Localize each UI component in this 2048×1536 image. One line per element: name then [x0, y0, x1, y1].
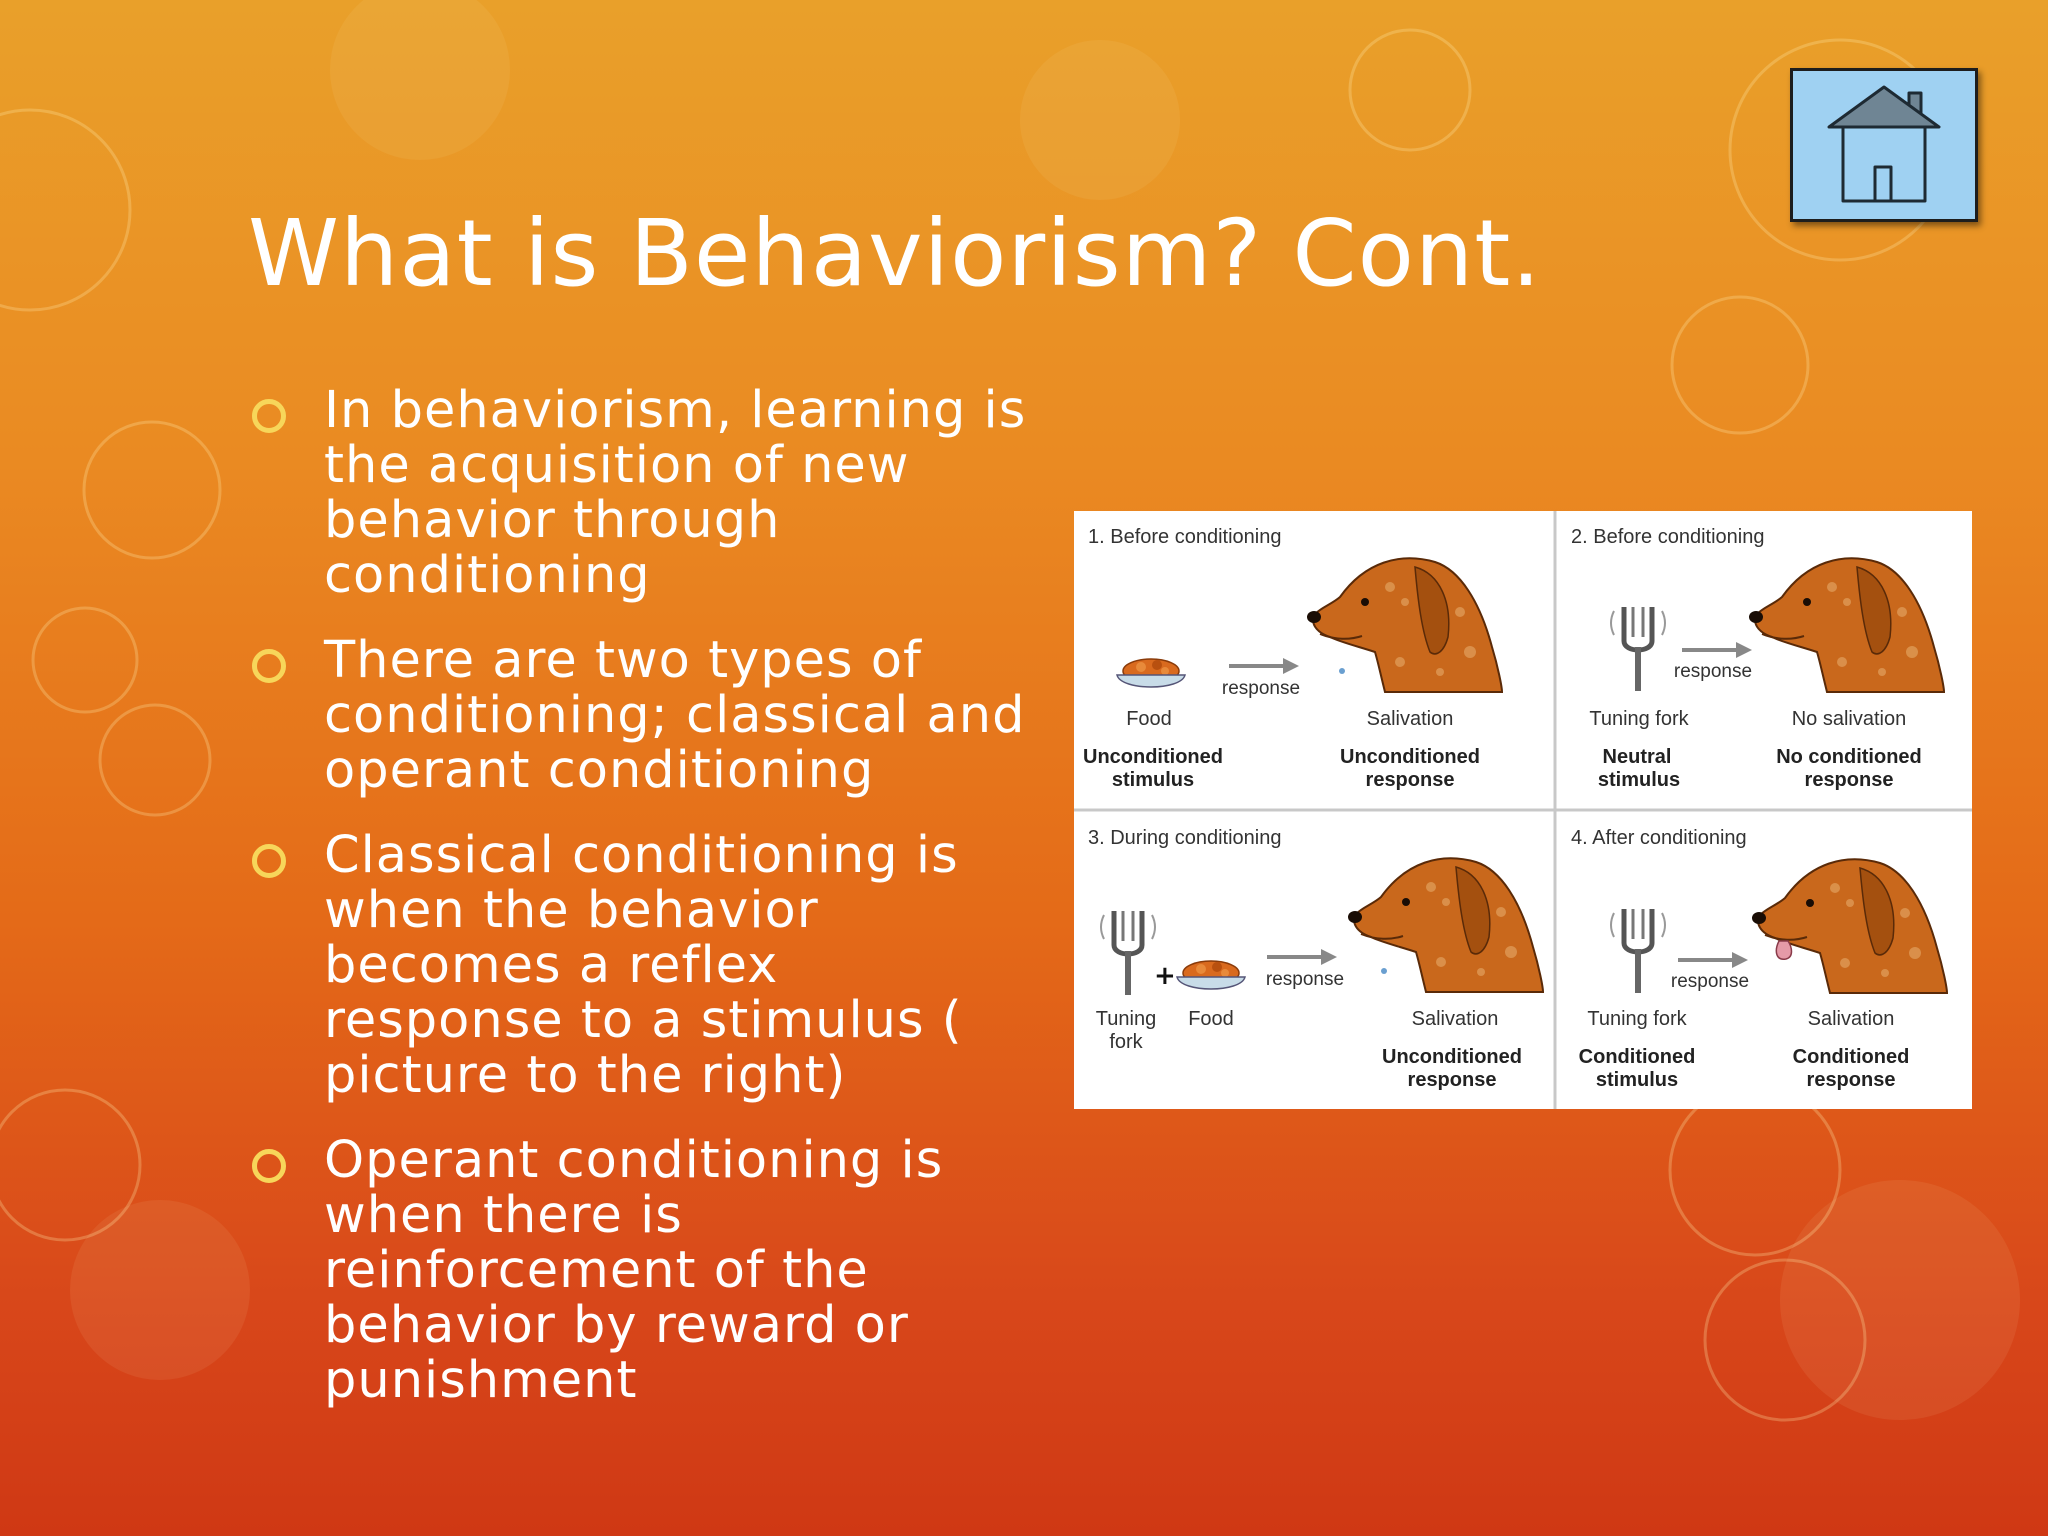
- object-label: No salivation: [1791, 708, 1907, 730]
- term-label: No conditioned: [1776, 746, 1922, 768]
- bullet-text: There are two types of conditioning; classical and operant conditioning: [324, 631, 1026, 800]
- object-label: Tuning fork: [1587, 1008, 1687, 1030]
- food-bowl-icon: [1177, 961, 1245, 989]
- dog-icon: [1749, 558, 1944, 692]
- term-label: stimulus: [1597, 769, 1681, 791]
- bullet-item: [248, 633, 1028, 798]
- food-bowl-icon: [1117, 659, 1185, 687]
- bullet-item: [248, 1133, 1028, 1408]
- arrow-label: response: [1265, 969, 1345, 990]
- term-label: Conditioned: [1578, 1046, 1696, 1068]
- term-label: response: [1407, 1069, 1497, 1091]
- bullet-list: [248, 383, 1028, 1438]
- ring-bullet-icon: [252, 399, 286, 433]
- ring-bullet-icon: [252, 1149, 286, 1183]
- bullet-text: Classical conditioning is when the behavior becomes a reflex response to a stimulus ( picture to the right): [324, 826, 963, 1105]
- bullet-item: [248, 828, 1028, 1103]
- diagram-panel-3: [1088, 827, 1543, 1091]
- dog-icon: [1307, 558, 1502, 692]
- diagram-panel-4: [1571, 827, 1947, 1091]
- panel-title: 4. After conditioning: [1571, 827, 1747, 849]
- term-label: Unconditioned: [1083, 746, 1223, 768]
- object-label: Tuning fork: [1589, 708, 1689, 730]
- arrow-icon: [1678, 952, 1748, 968]
- term-label: response: [1806, 1069, 1896, 1091]
- object-label: Food: [1126, 708, 1172, 730]
- term-label: Unconditioned: [1340, 746, 1480, 768]
- term-label: Neutral: [1602, 746, 1672, 768]
- object-label: Salivation: [1807, 1008, 1895, 1030]
- object-label: Salivation: [1411, 1008, 1499, 1030]
- term-label: stimulus: [1111, 769, 1195, 791]
- panel-title: 3. During conditioning: [1088, 827, 1282, 849]
- bullet-text: In behaviorism, learning is the acquisition of new behavior through conditioning: [324, 381, 1027, 605]
- bullet-item: [248, 383, 1028, 603]
- object-label: fork: [1109, 1031, 1143, 1053]
- home-button[interactable]: [1790, 68, 1978, 222]
- dog-icon: [1752, 859, 1947, 993]
- home-icon: [1793, 71, 1975, 219]
- diagram-panel-1: [1083, 526, 1502, 791]
- diagram-panel-2: [1571, 526, 1944, 791]
- bullet-text: Operant conditioning is when there is reinforcement of the behavior by reward or punishment: [324, 1131, 944, 1410]
- tuning-fork-icon: [1101, 911, 1155, 995]
- term-label: Conditioned: [1792, 1046, 1910, 1068]
- term-label: stimulus: [1595, 1069, 1679, 1091]
- object-label: Food: [1188, 1008, 1234, 1030]
- term-label: Unconditioned: [1382, 1046, 1522, 1068]
- arrow-label: response: [1221, 678, 1301, 699]
- ring-bullet-icon: [252, 649, 286, 683]
- term-label: response: [1804, 769, 1894, 791]
- arrow-icon: [1229, 658, 1299, 674]
- dog-icon: [1348, 858, 1543, 992]
- object-label: Salivation: [1366, 708, 1454, 730]
- tuning-fork-icon: [1611, 909, 1665, 993]
- object-label: Tuning: [1095, 1008, 1157, 1030]
- classical-conditioning-diagram: [1074, 511, 1972, 1109]
- tuning-fork-icon: [1611, 607, 1665, 691]
- arrow-icon: [1267, 949, 1337, 965]
- term-label: response: [1365, 769, 1455, 791]
- plus-icon: +: [1154, 961, 1176, 991]
- arrow-label: response: [1670, 971, 1750, 992]
- arrow-label: response: [1673, 661, 1753, 682]
- arrow-icon: [1682, 642, 1752, 658]
- ring-bullet-icon: [252, 844, 286, 878]
- panel-title: 1. Before conditioning: [1088, 526, 1282, 548]
- slide-title: What is Behaviorism? Cont.: [248, 200, 1542, 307]
- panel-title: 2. Before conditioning: [1571, 526, 1765, 548]
